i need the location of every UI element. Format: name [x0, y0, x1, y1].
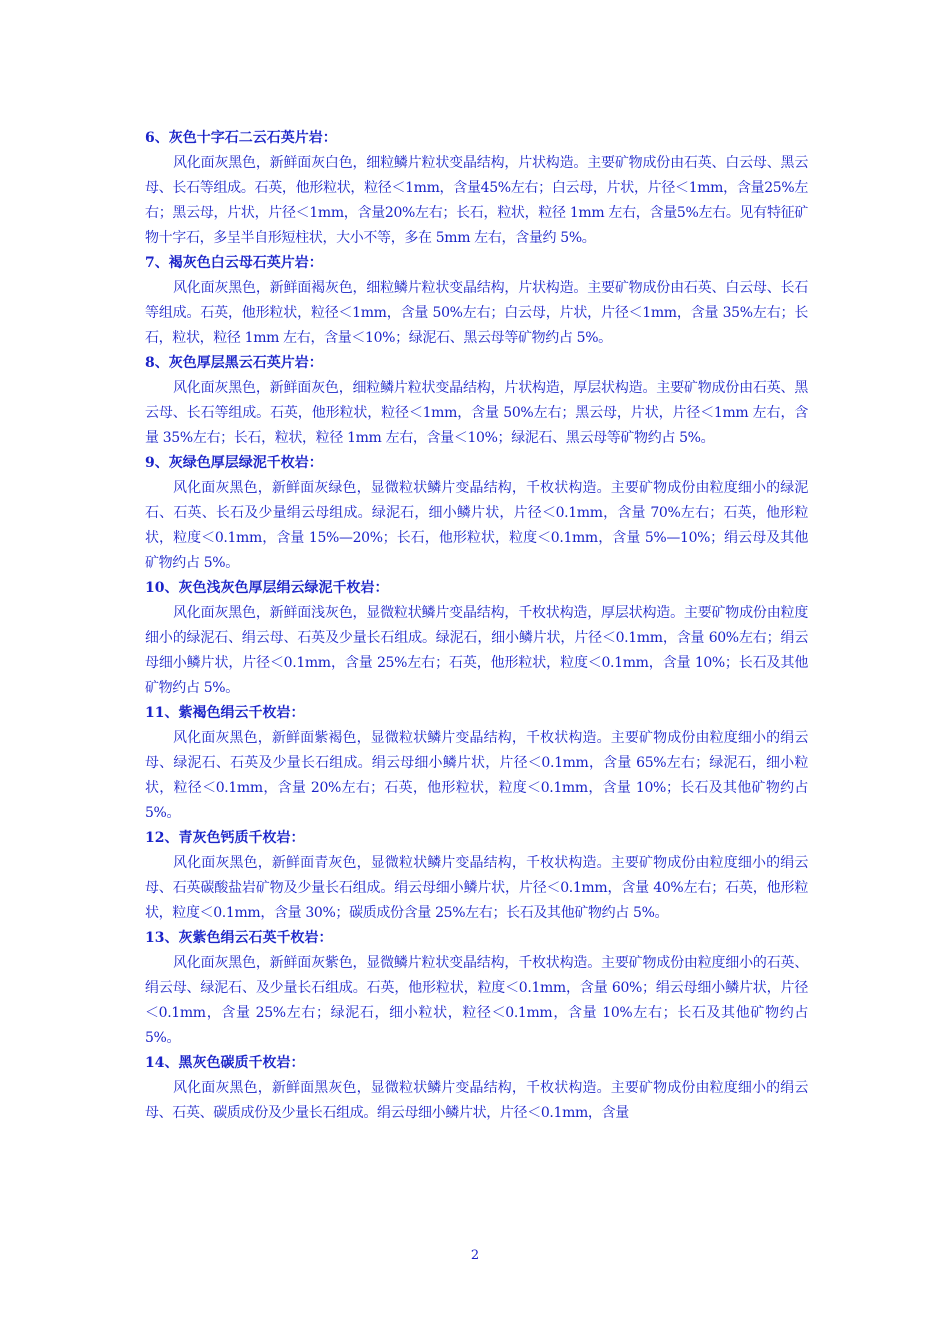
section-paragraph: 风化面灰黑色，新鲜面紫褐色，显微粒状鳞片变晶结构，千枚状构造。主要矿物成份由粒度细小的绢云母、绿泥石、石英及少量长石组成。绢云母细小鳞片状，片径＜0.1mm，含量 65%左右；绿泥石，细小粒状，粒径＜0.1mm，含量 20%左右；石英，他形粒状，粒度＜0.1mm，含量 10%；长石及其他矿物约占 5%。: [145, 730, 808, 821]
section-14: [145, 1051, 808, 1126]
section-11: [145, 701, 808, 826]
section-heading: 6、灰色十字石二云石英片岩：: [145, 130, 337, 146]
section-paragraph: 风化面灰黑色，新鲜面灰白色，细粒鳞片粒状变晶结构，片状构造。主要矿物成份由石英、白云母、黑云母、长石等组成。石英，他形粒状，粒径＜1mm，含量45%左右；白云母，片状，片径＜1mm，含量25%左右；黑云母，片状，片径＜1mm，含量20%左右；长石，粒状，粒径 1mm 左右，含量5%左右。见有特征矿物十字石，多呈半自形短柱状，大小不等，多在 5mm 左右，含量约 5%。: [145, 155, 808, 246]
section-12: [145, 826, 808, 926]
section-6: [145, 126, 808, 251]
section-paragraph: 风化面灰黑色，新鲜面灰紫色，显微鳞片粒状变晶结构，千枚状构造。主要矿物成份由粒度细小的石英、绢云母、绿泥石、及少量长石组成。石英，他形粒状，粒度＜0.1mm，含量 60%；绢云母细小鳞片状，片径＜0.1mm，含量 25%左右；绿泥石，细小粒状，粒径＜0.1mm，含量 10%左右；长石及其他矿物约占 5%。: [145, 955, 808, 1046]
section-heading: 14、黑灰色碳质千枚岩：: [145, 1055, 305, 1071]
document-body: [145, 126, 808, 1126]
section-heading: 9、灰绿色厚层绿泥千枚岩：: [145, 455, 323, 471]
section-heading: 13、灰紫色绢云石英千枚岩：: [145, 930, 333, 946]
section-paragraph: 风化面灰黑色，新鲜面灰色，细粒鳞片粒状变晶结构，片状构造，厚层状构造。主要矿物成份由石英、黑云母、长石等组成。石英，他形粒状，粒径＜1mm，含量 50%左右；黑云母，片状，片径＜1mm 左右，含量 35%左右；长石，粒状，粒径 1mm 左右，含量＜10%；绿泥石、黑云母等矿物约占 5%。: [145, 380, 808, 446]
section-heading: 10、灰色浅灰色厚层绢云绿泥千枚岩：: [145, 580, 389, 596]
section-8: [145, 351, 808, 451]
section-heading: 12、青灰色钙质千枚岩：: [145, 830, 305, 846]
section-heading: 7、褐灰色白云母石英片岩：: [145, 255, 323, 271]
section-13: [145, 926, 808, 1051]
section-paragraph: 风化面灰黑色，新鲜面黑灰色，显微粒状鳞片变晶结构，千枚状构造。主要矿物成份由粒度细小的绢云母、石英、碳质成份及少量长石组成。绢云母细小鳞片状，片径＜0.1mm，含量: [145, 1080, 808, 1121]
section-heading: 8、灰色厚层黑云石英片岩：: [145, 355, 323, 371]
section-9: [145, 451, 808, 576]
section-7: [145, 251, 808, 351]
section-paragraph: 风化面灰黑色，新鲜面青灰色，显微粒状鳞片变晶结构，千枚状构造。主要矿物成份由粒度细小的绢云母、石英碳酸盐岩矿物及少量长石组成。绢云母细小鳞片状，片径＜0.1mm，含量 40%左右；石英，他形粒状，粒度＜0.1mm，含量 30%；碳质成份含量 25%左右；长石及其他矿物约占 5%。: [145, 855, 808, 921]
section-paragraph: 风化面灰黑色，新鲜面灰绿色，显微粒状鳞片变晶结构，千枚状构造。主要矿物成份由粒度细小的绿泥石、石英、长石及少量绢云母组成。绿泥石，细小鳞片状，片径＜0.1mm，含量 70%左右；石英，他形粒状，粒度＜0.1mm，含量 15%—20%；长石，他形粒状，粒度＜0.1mm，含量 5%—10%；绢云母及其他矿物约占 5%。: [145, 480, 808, 571]
section-heading: 11、紫褐色绢云千枚岩：: [145, 705, 305, 721]
section-paragraph: 风化面灰黑色，新鲜面褐灰色，细粒鳞片粒状变晶结构，片状构造。主要矿物成份由石英、白云母、长石等组成。石英，他形粒状，粒径＜1mm，含量 50%左右；白云母，片状，片径＜1mm，含量 35%左右；长石，粒状，粒径 1mm 左右，含量＜10%；绿泥石、黑云母等矿物约占 5%。: [145, 280, 808, 346]
section-10: [145, 576, 808, 701]
section-paragraph: 风化面灰黑色，新鲜面浅灰色，显微粒状鳞片变晶结构，千枚状构造，厚层状构造。主要矿物成份由粒度细小的绿泥石、绢云母、石英及少量长石组成。绿泥石，细小鳞片状，片径＜0.1mm，含量 60%左右；绢云母细小鳞片状，片径＜0.1mm，含量 25%左右；石英，他形粒状，粒度＜0.1mm，含量 10%；长石及其他矿物约占 5%。: [145, 605, 808, 696]
page-number: 2: [470, 1248, 480, 1263]
